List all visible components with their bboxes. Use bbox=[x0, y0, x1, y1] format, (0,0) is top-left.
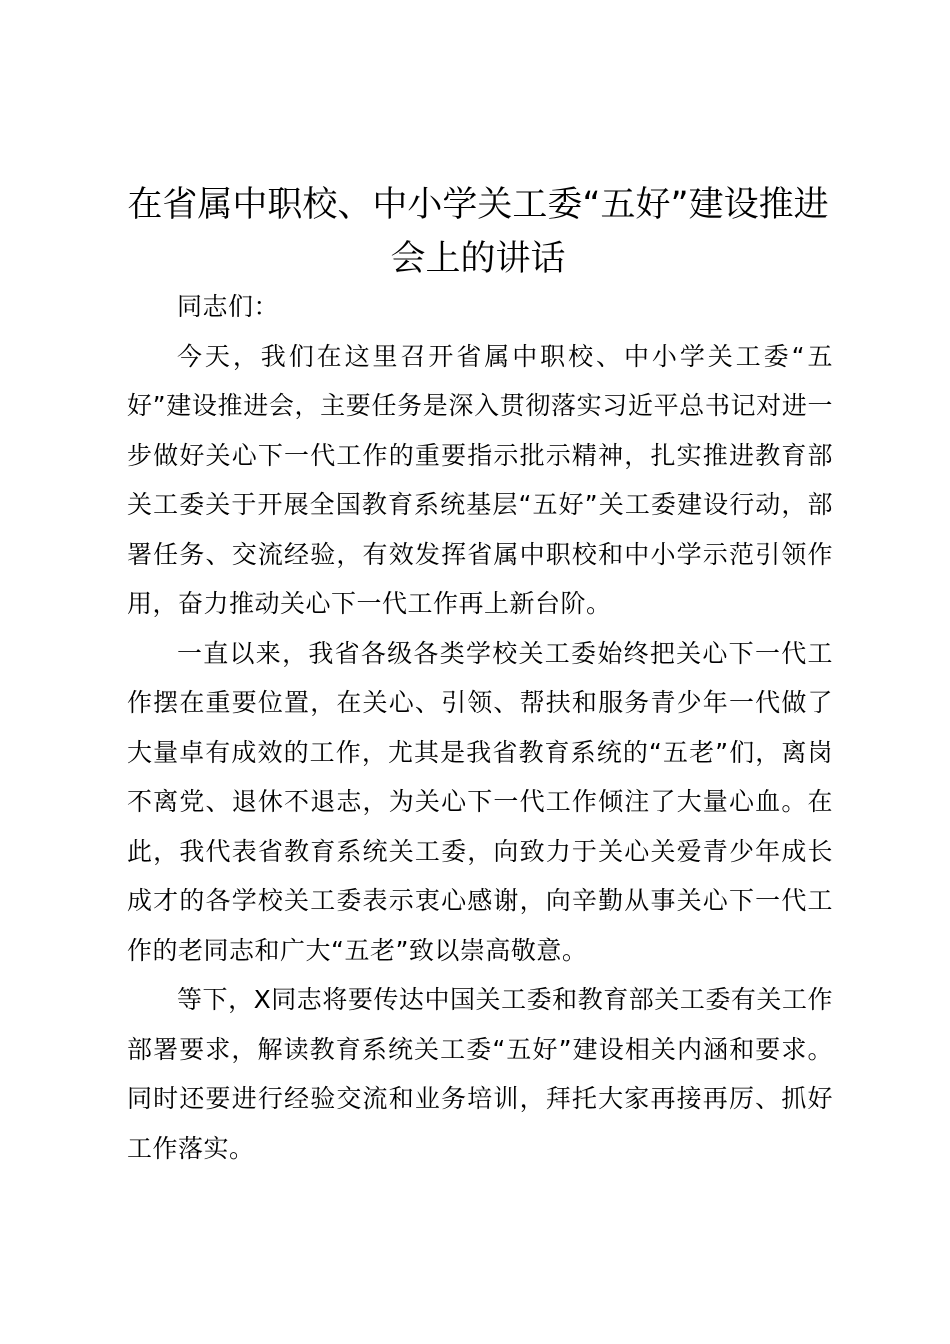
document-body bbox=[127, 282, 833, 1173]
document-title: 在省属中职校、中小学关工委“五好”建设推进会上的讲话 bbox=[127, 185, 829, 279]
paragraph-1: 今天，我们在这里召开省属中职校、中小学关工委“五好”建设推进会，主要任务是深入贯彻落实习近平总书记对进一步做好关心下一代工作的重要指示批示精神，扎实推进教育部关工委关于开展全国教育系统基层“五好”关工委建设行动，部署任务、交流经验，有效发挥省属中职校和中小学示范引领作用，奋力推动关心下一代工作再上新台阶。 bbox=[127, 341, 833, 618]
salutation: 同志们： bbox=[177, 292, 280, 321]
paragraph-3: 等下，X同志将要传达中国关工委和教育部关工委有关工作部署要求，解读教育系统关工委“五好”建设相关内涵和要求。同时还要进行经验交流和业务培训，拜托大家再接再厉、抓好工作落实。 bbox=[127, 985, 833, 1163]
paragraph-2: 一直以来，我省各级各类学校关工委始终把关心下一代工作摆在重要位置，在关心、引领、帮扶和服务青少年一代做了大量卓有成效的工作，尤其是我省教育系统的“五老”们，离岗不离党、退休不退志，为关心下一代工作倾注了大量心血。在此，我代表省教育系统关工委，向致力于关心关爱青少年成长成才的各学校关工委表示衷心感谢，向辛勤从事关心下一代工作的老同志和广大“五老”致以崇高敬意。 bbox=[127, 638, 833, 965]
